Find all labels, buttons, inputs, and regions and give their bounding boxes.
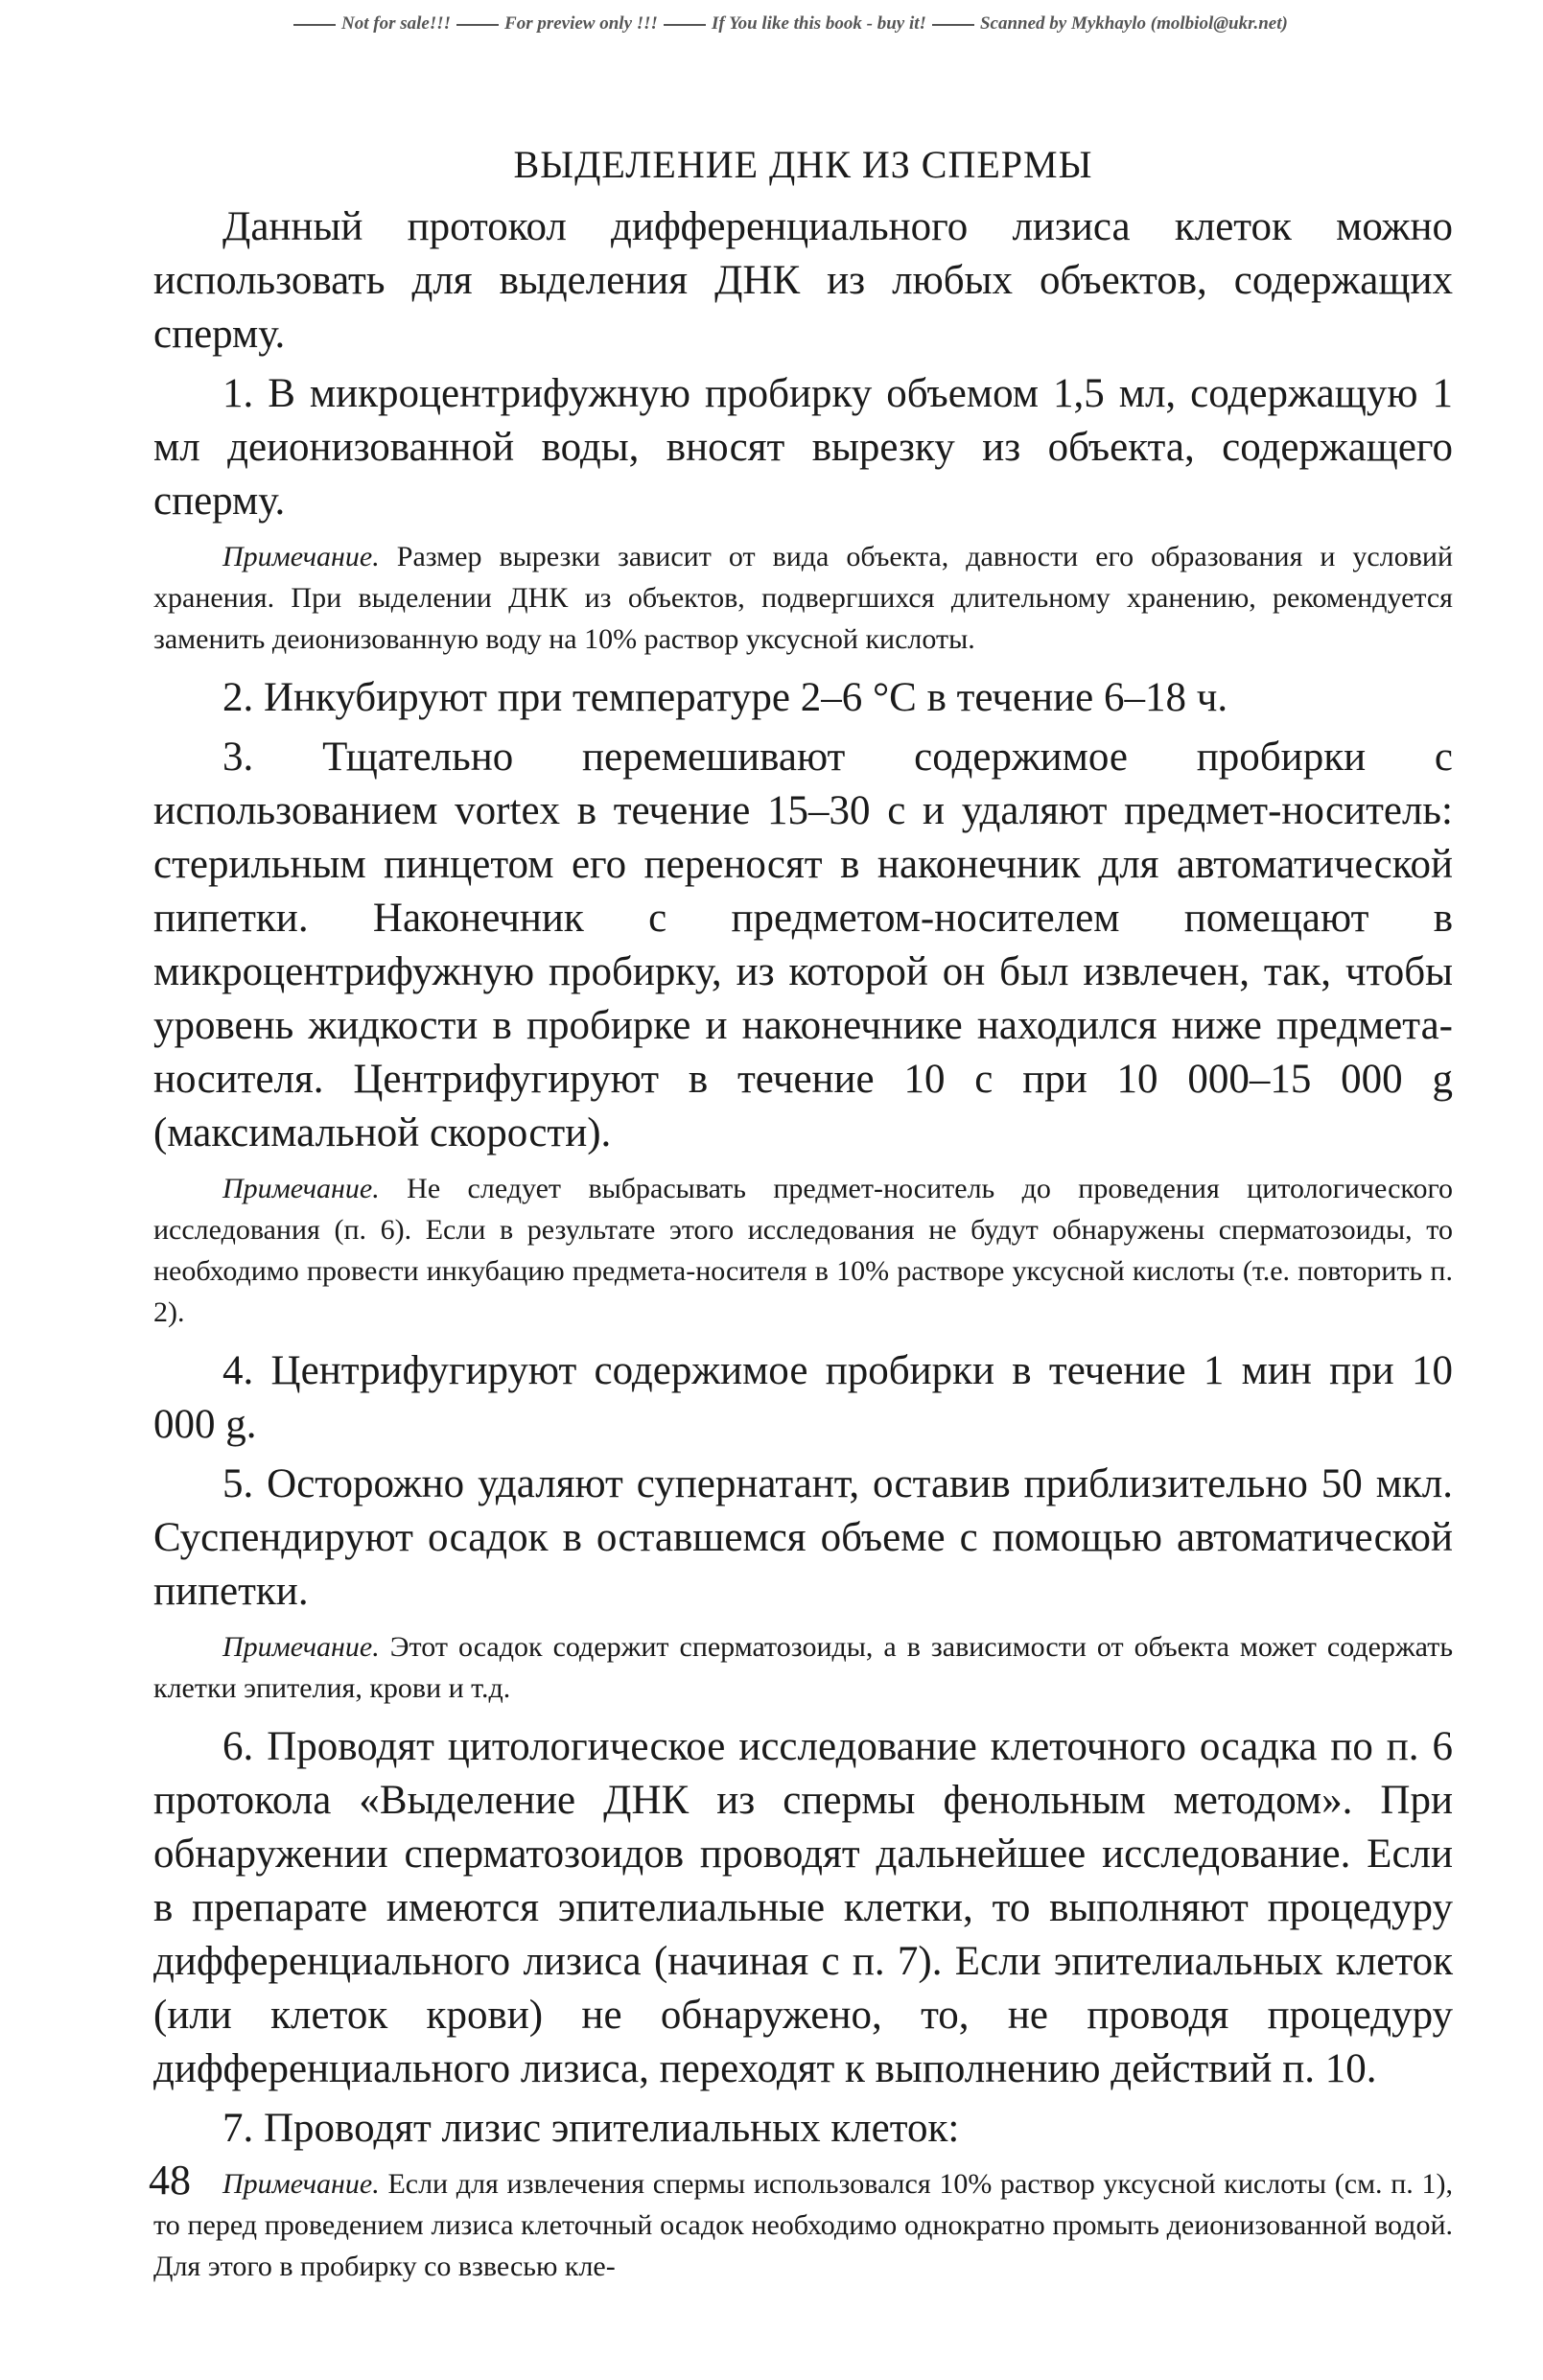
note-3: [153, 1168, 1453, 1333]
separator-line: [456, 24, 499, 26]
step-6: 6. Проводят цитологическое исследование клеточного осадка по п. 6 протокола «Выделение ДНК из спермы фенольным методом». При обнаружении сперматозоидов проводят дальнейшее исследование. Если в препарате имеются эпителиальные клетки, то выполняют процедуру дифференциального лизиса (начиная с п. 7). Если эпителиальных клеток (или клеток крови) не обнаружено, то, не проводя процедуру дифференциального лизиса, переходят к выполнению действий п. 10.: [153, 1724, 1453, 2091]
note-text: Размер вырезки зависит от вида объекта, давности его образования и условий хранения. При выделении ДНК из объектов, подвергшихся длительному хранению, рекомендуется заменить деионизованную воду на 10% раствор уксусной кислоты.: [153, 541, 1453, 655]
note-text: Если для извлечения спермы использовался 10% раствор уксусной кислоты (см. п. 1), то перед проведением лизиса клеточный осадок необходимо однократно промыть деионизованной водой. Для этого в пробирку со взвесью кле-: [153, 2168, 1453, 2282]
watermark-text: If You like this book - buy it!: [711, 13, 926, 34]
step-2: 2. Инкубируют при температуре 2–6 °С в течение 6–18 ч.: [222, 675, 1228, 720]
note-label: Примечание.: [222, 541, 380, 572]
page-number: 48: [149, 2157, 191, 2204]
step-3: 3. Тщательно перемешивают содержимое пробирки с использованием vortex в течение 15–30 с и удаляют предмет-носитель: стерильным пинцетом его переносят в наконечник для автоматической пипетки. Наконечник с предметом-носителем помещают в микроцентрифужную пробирку, из которой он был извлечен, так, чтобы уровень жидкости в пробирке и наконечнике находился ниже предмета-носителя. Центрифугируют в течение 10 с при 10 000–15 000 g (максимальной скорости).: [153, 735, 1453, 1155]
separator-line: [664, 24, 706, 26]
page-title: ВЫДЕЛЕНИЕ ДНК ИЗ СПЕРМЫ: [513, 143, 1093, 186]
note-7: [153, 2163, 1453, 2287]
note-text: Этот осадок содержит сперматозоиды, а в зависимости от объекта может содержать клетки эпителия, крови и т.д.: [153, 1631, 1453, 1704]
note-5: [153, 1626, 1453, 1709]
step-5: 5. Осторожно удаляют супернатант, оставив приблизительно 50 мкл. Суспендируют осадок в оставшемся объеме с помощью автоматической пипетки.: [153, 1461, 1453, 1614]
note-label: Примечание.: [222, 2168, 380, 2200]
intro-paragraph: Данный протокол дифференциального лизиса клеток можно использовать для выделения ДНК из любых объектов, содержащих сперму.: [153, 204, 1453, 357]
note-label: Примечание.: [222, 1631, 380, 1663]
note-label: Примечание.: [222, 1173, 380, 1204]
watermark-banner: [288, 13, 1288, 35]
step-4: 4. Центрифугируют содержимое пробирки в течение 1 мин при 10 000 g.: [153, 1348, 1453, 1447]
watermark-text: Scanned by Mykhaylo (molbiol@ukr.net): [979, 13, 1288, 34]
step-1: 1. В микроцентрифужную пробирку объемом 1,5 мл, содержащую 1 мл деионизованной воды, вносят вырезку из объекта, содержащего сперму.: [153, 371, 1453, 524]
separator-line: [293, 24, 336, 26]
watermark-text: Not for sale!!!: [341, 13, 452, 34]
step-7: 7. Проводят лизис эпителиальных клеток:: [222, 2106, 960, 2151]
separator-line: [932, 24, 974, 26]
page-body: [153, 125, 1453, 2298]
note-text: Не следует выбрасывать предмет-носитель до проведения цитологического исследования (п. 6). Если в результате этого исследования не будут обнаружены сперматозоиды, то необходимо провести инкубацию предмета-носителя в 10% растворе уксусной кислоты (т.е. повторить п. 2).: [153, 1173, 1453, 1328]
watermark-text: For preview only !!!: [504, 13, 658, 34]
note-1: [153, 536, 1453, 660]
